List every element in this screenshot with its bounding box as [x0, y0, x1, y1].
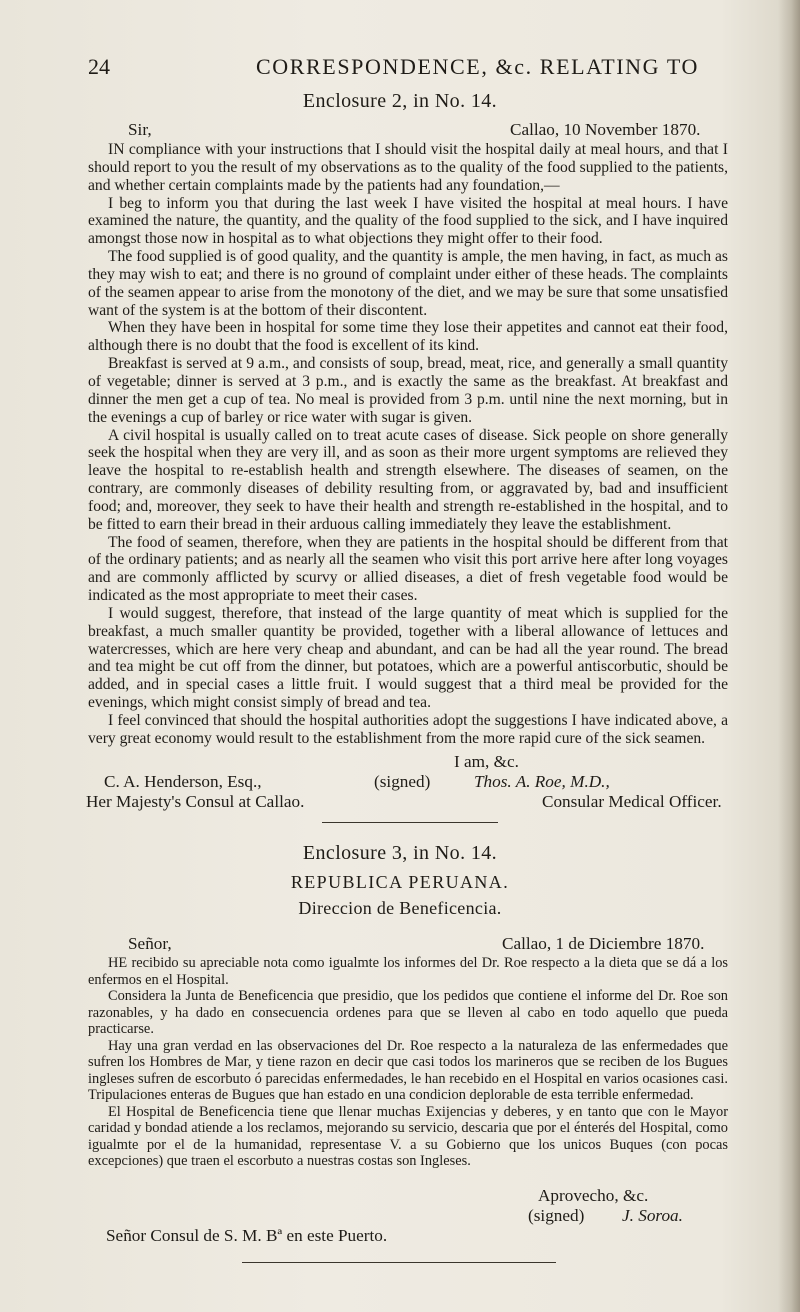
paragraph: IN compliance with your instructions that I should visit the hospital daily at meal hours, and that I should report to you the result of my observations as to the quality of the food supplied to the patients, and whether certain complaints made by the patients had any foundation,— [88, 141, 728, 194]
enclosure-2-salutation: Sir, [128, 120, 152, 139]
enclosure-2-heading: Enclosure 2, in No. 14. [302, 90, 498, 112]
enclosure-2-addressee-title: Her Majesty's Consul at Callao. [86, 792, 305, 811]
enclosure-3-heading: Enclosure 3, in No. 14. [302, 842, 498, 864]
enclosure-2-addressee-name: C. A. Henderson, Esq., [104, 772, 262, 791]
closing-rule [242, 1262, 556, 1263]
running-title: CORRESPONDENCE, &c. RELATING TO [256, 54, 699, 79]
enclosure-3-addressee: Señor Consul de S. M. Bª en este Puerto. [106, 1226, 388, 1245]
enclosure-3-republic: REPUBLICA PERUANA. [290, 872, 510, 892]
paragraph: HE recibido su apreciable nota como igualmte los informes del Dr. Roe respecto a la dieta que se dá a los enfermos en el Hospital. [88, 955, 728, 988]
paragraph: Considera la Junta de Beneficencia que presidio, que los pedidos que contiene el informe del Dr. Roe son razonables, y ha dado en consecuencia ordenes para que se lleven al cabo en todo aquello que pueda practicarse. [88, 988, 728, 1038]
enclosure-3-place-date: Callao, 1 de Diciembre 1870. [502, 934, 705, 953]
page-spine-shadow [778, 0, 800, 1312]
paragraph: A civil hospital is usually called on to treat acute cases of disease. Sick people on shore generally seek the hospital when they are very ill, and as soon as their more urgent symptoms are relieved they leave the hospital to re-establish health and strength elsewhere. The diseases of seamen, on the contrary, are commonly diseases of debility resulting from, or aggravated by, bad and insufficient food; and, moreover, they seek to have their health and strength re-established in the hospital, and to be fitted to earn their bread in their arduous calling immediately they leave the establishment. [88, 426, 728, 533]
paragraph: I would suggest, therefore, that instead of the large quantity of meat which is supplied for the breakfast, a much smaller quantity be provided, together with a liberal allowance of lettuces and watercresses, which are here very cheap and abundant, and can be had all the year round. The bread and tea might be cut off from the dinner, but potatoes, which are a powerful antiscorbutic, should be added, and in special cases a little fruit. I would suggest that a third meal be provided for the evenings, which might consist simply of bread and tea. [88, 604, 728, 712]
enclosure-3-signer: J. Soroa. [622, 1206, 683, 1225]
enclosure-3-salutation: Señor, [128, 934, 172, 953]
page-header [88, 54, 728, 84]
enclosure-2-signed-label: (signed) [374, 772, 431, 791]
paragraph: El Hospital de Beneficencia tiene que llenar muchas Exijencias y deberes, y en tanto que con le Mayor caridad y bondad atiende a los reclamos, mejorando su servicio, descaria que por el énterés del Hospital, como igualmte por el de la humanidad, representase V. a su Gobierno que los unicos Buques (con pocas excepciones) que traen el escorbuto a nuestras costas son Ingleses. [88, 1103, 728, 1170]
enclosure-3-signed-label: (signed) [528, 1206, 585, 1225]
enclosure-2-closing: I am, &c. [454, 752, 519, 771]
section-divider [322, 822, 498, 823]
enclosure-3-department: Direccion de Beneficencia. [298, 898, 502, 918]
paragraph: Breakfast is served at 9 a.m., and consists of soup, bread, meat, rice, and generally a small quantity of vegetable; dinner is served at 3 p.m., and is exactly the same as the breakfast. At breakfast and dinner the men get a cup of tea. No meal is provided from 3 p.m. until nine the next morning, but in the evenings a cup of barley or rice water with sugar is given. [88, 355, 728, 426]
enclosure-2-signer: Thos. A. Roe, M.D., [474, 772, 610, 791]
paragraph: The food supplied is of good quality, and the quantity is ample, the men having, in fact, as much as they may wish to eat; and there is no ground of complaint under either of these heads. The complaints of the seamen appear to arise from the monotony of the diet, and we may be sure that some unsatisfied want of the system is at the bottom of their discontent. [88, 248, 729, 319]
paragraph: When they have been in hospital for some time they lose their appetites and cannot eat their food, although there is no doubt that the food is excellent of its kind. [88, 319, 728, 355]
enclosure-3-closing: Aprovecho, &c. [538, 1186, 649, 1205]
enclosure-2-letter-body [88, 141, 728, 748]
enclosure-2-signer-title: Consular Medical Officer. [542, 792, 722, 811]
enclosure-3-letter-body [88, 955, 728, 1170]
paragraph: Hay una gran verdad en las observaciones del Dr. Roe respecto a la naturaleza de las enfermedades que sufren los Hombres de Mar, y tiene razon en decir que casi todos los marineros que se reciben de los Bugues ingleses sufren de escorbuto ó parecidas enfermedades, le han recebido en el Hospital en varios ocasiones casi. Tripulaciones enteras de Bugues que han estado en una condicion deplorable de esta terrible enfermedad. [88, 1037, 728, 1104]
paragraph: I feel convinced that should the hospital authorities adopt the suggestions I have indicated above, a very great economy would result to the establishment from the more rapid cure of the sick seamen. [88, 712, 728, 747]
page-number: 24 [88, 54, 110, 79]
paragraph: The food of seamen, therefore, when they are patients in the hospital should be different from that of the ordinary patients; and as nearly all the seamen who visit this port arrive here after long voyages and are commonly afflicted by scurvy or allied diseases, a diet of fresh vegetable food would be indicated as the most appropriate to meet their cases. [88, 533, 728, 605]
paragraph: I beg to inform you that during the last week I have visited the hospital at meal hours. I have examined the nature, the quantity, and the quality of the food supplied to the sick, and I have inquired amongst those now in hospital as to what objections they might offer to their food. [88, 194, 728, 248]
enclosure-2-place-date: Callao, 10 November 1870. [510, 120, 701, 139]
